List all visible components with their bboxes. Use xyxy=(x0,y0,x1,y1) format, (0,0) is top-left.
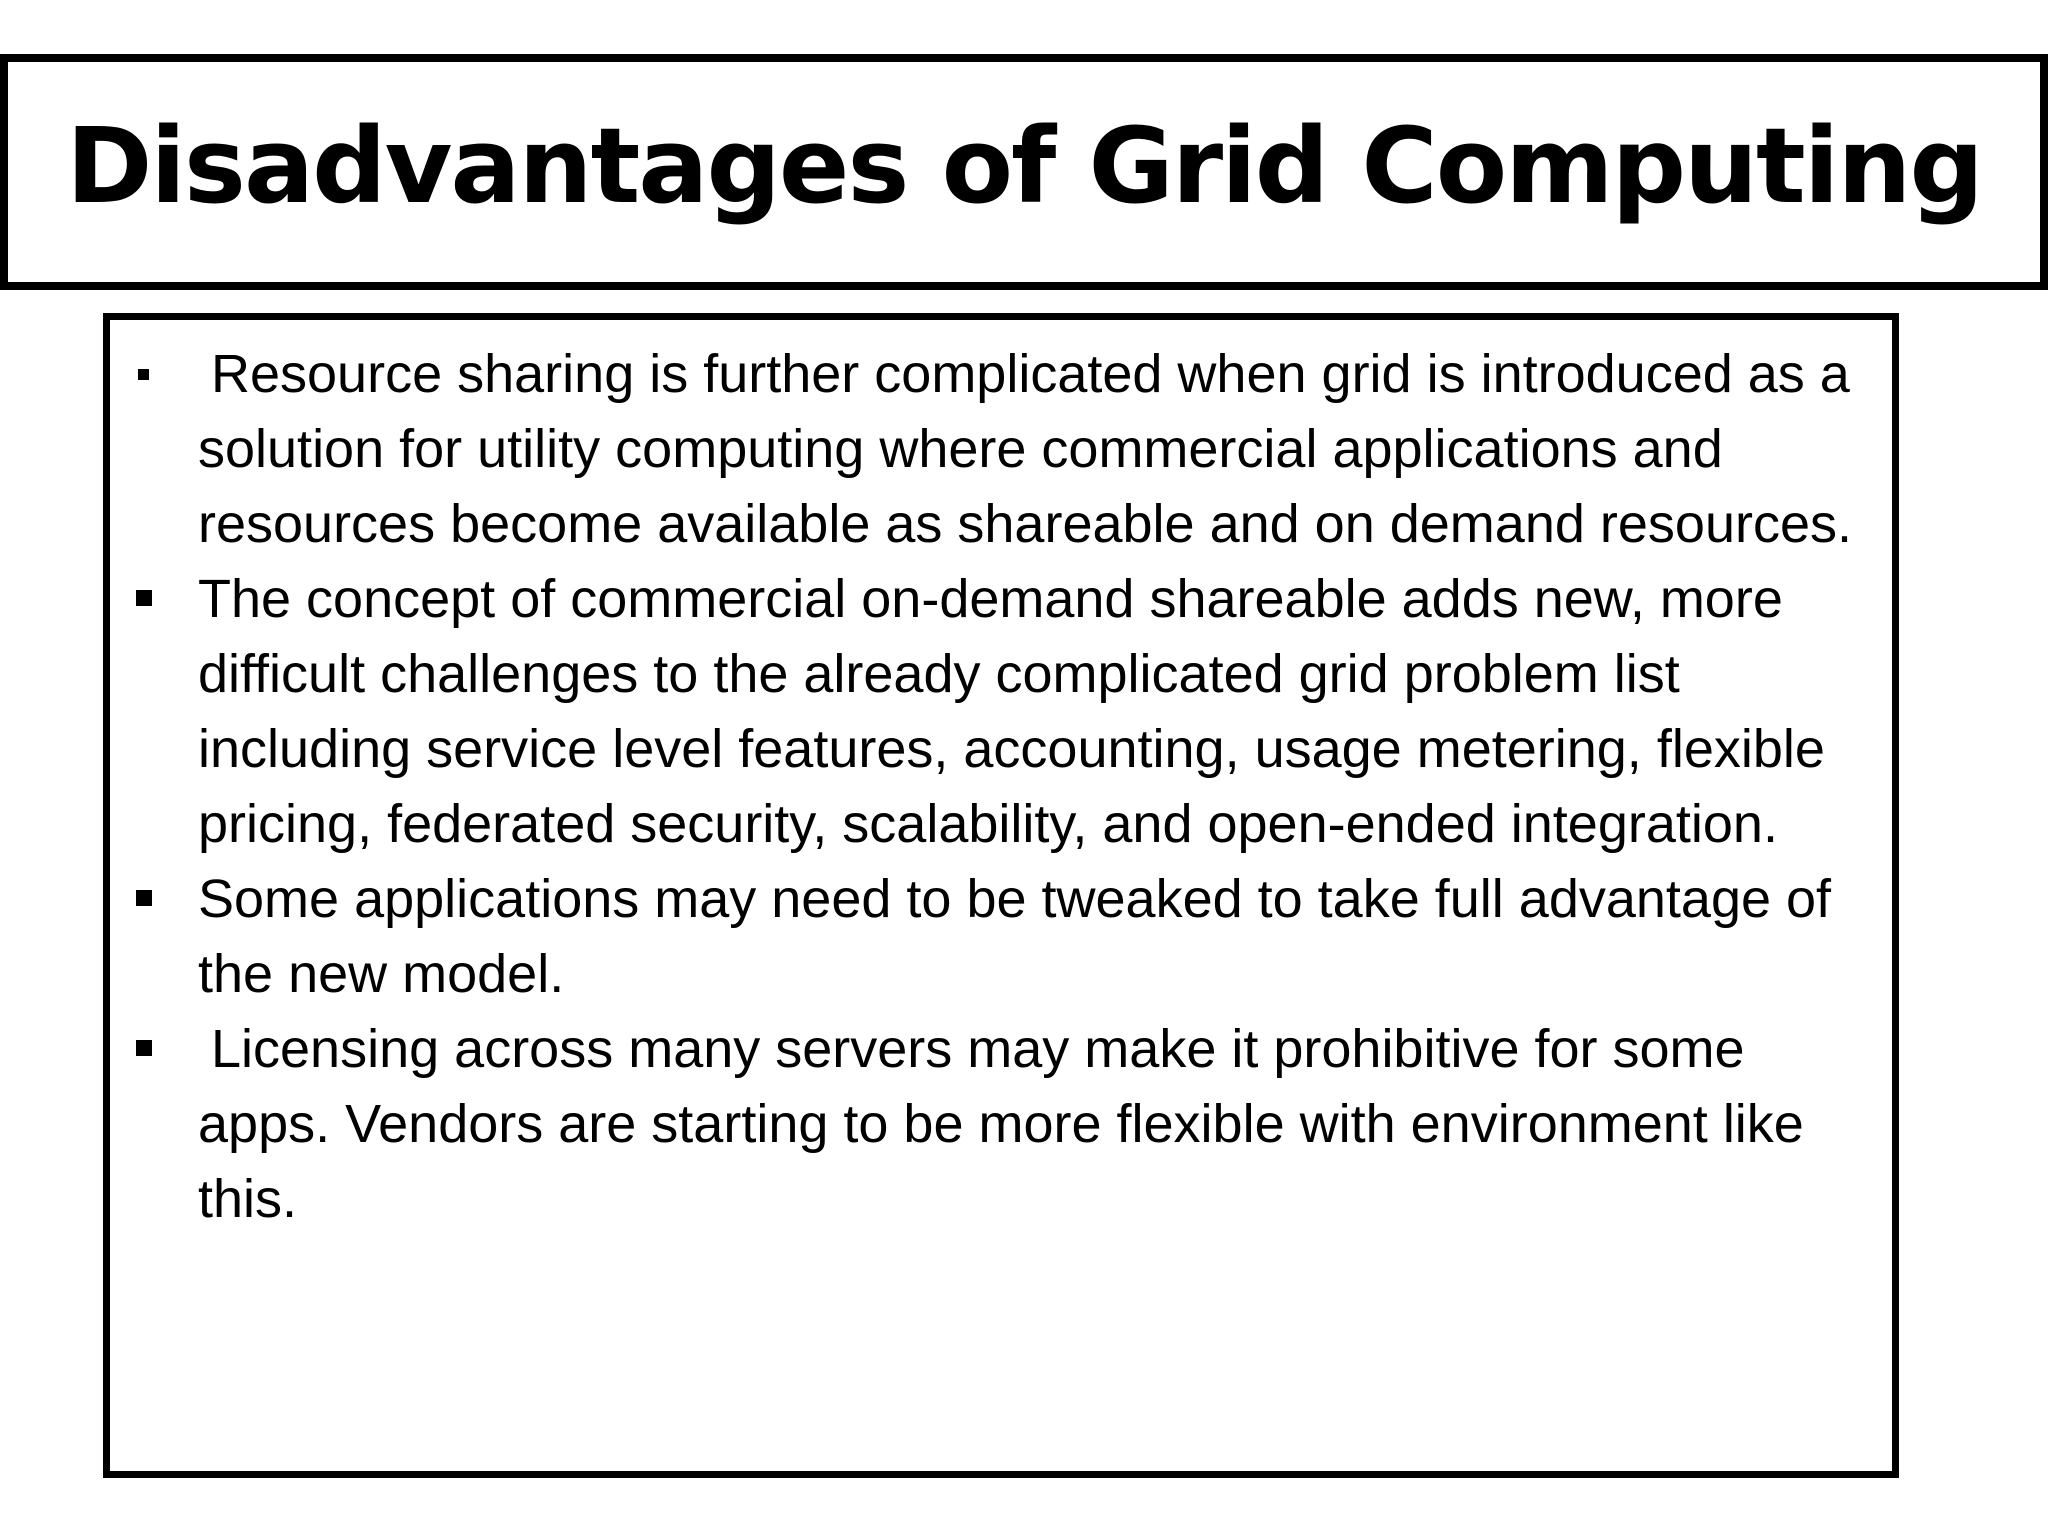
bullet-list xyxy=(110,337,1900,1237)
slide-title: Disadvantages of Grid Computing xyxy=(66,105,1982,227)
bullet-text-1: Resource sharing is further complicated when grid is introduced as a solution for utility computing where commercial applications and resources become available as shareable and on demand resources. xyxy=(198,344,1852,554)
bullet-item-1 xyxy=(110,337,1900,562)
bullet-text-3: Some applications may need to be tweaked to take full advantage of the new model. xyxy=(198,869,1832,1004)
title-box xyxy=(0,54,2048,290)
bullet-item-4 xyxy=(110,1012,1900,1237)
bullet-item-3 xyxy=(110,862,1900,1012)
square-bullet-icon xyxy=(136,1040,152,1056)
square-bullet-icon xyxy=(138,369,149,380)
square-bullet-icon xyxy=(136,590,152,606)
content-box xyxy=(103,313,1899,1478)
bullet-text-4: Licensing across many servers may make it prohibitive for some apps. Vendors are starting to be more flexible with environment like this. xyxy=(198,1019,1804,1229)
bullet-item-2 xyxy=(110,562,1900,862)
bullet-text-2: The concept of commercial on-demand shareable adds new, more difficult challenges to the already complicated grid problem list including service level features, accounting, usage metering, flexible pricing, federated security, scalability, and open-ended integration. xyxy=(198,569,1825,854)
square-bullet-icon xyxy=(136,890,152,906)
